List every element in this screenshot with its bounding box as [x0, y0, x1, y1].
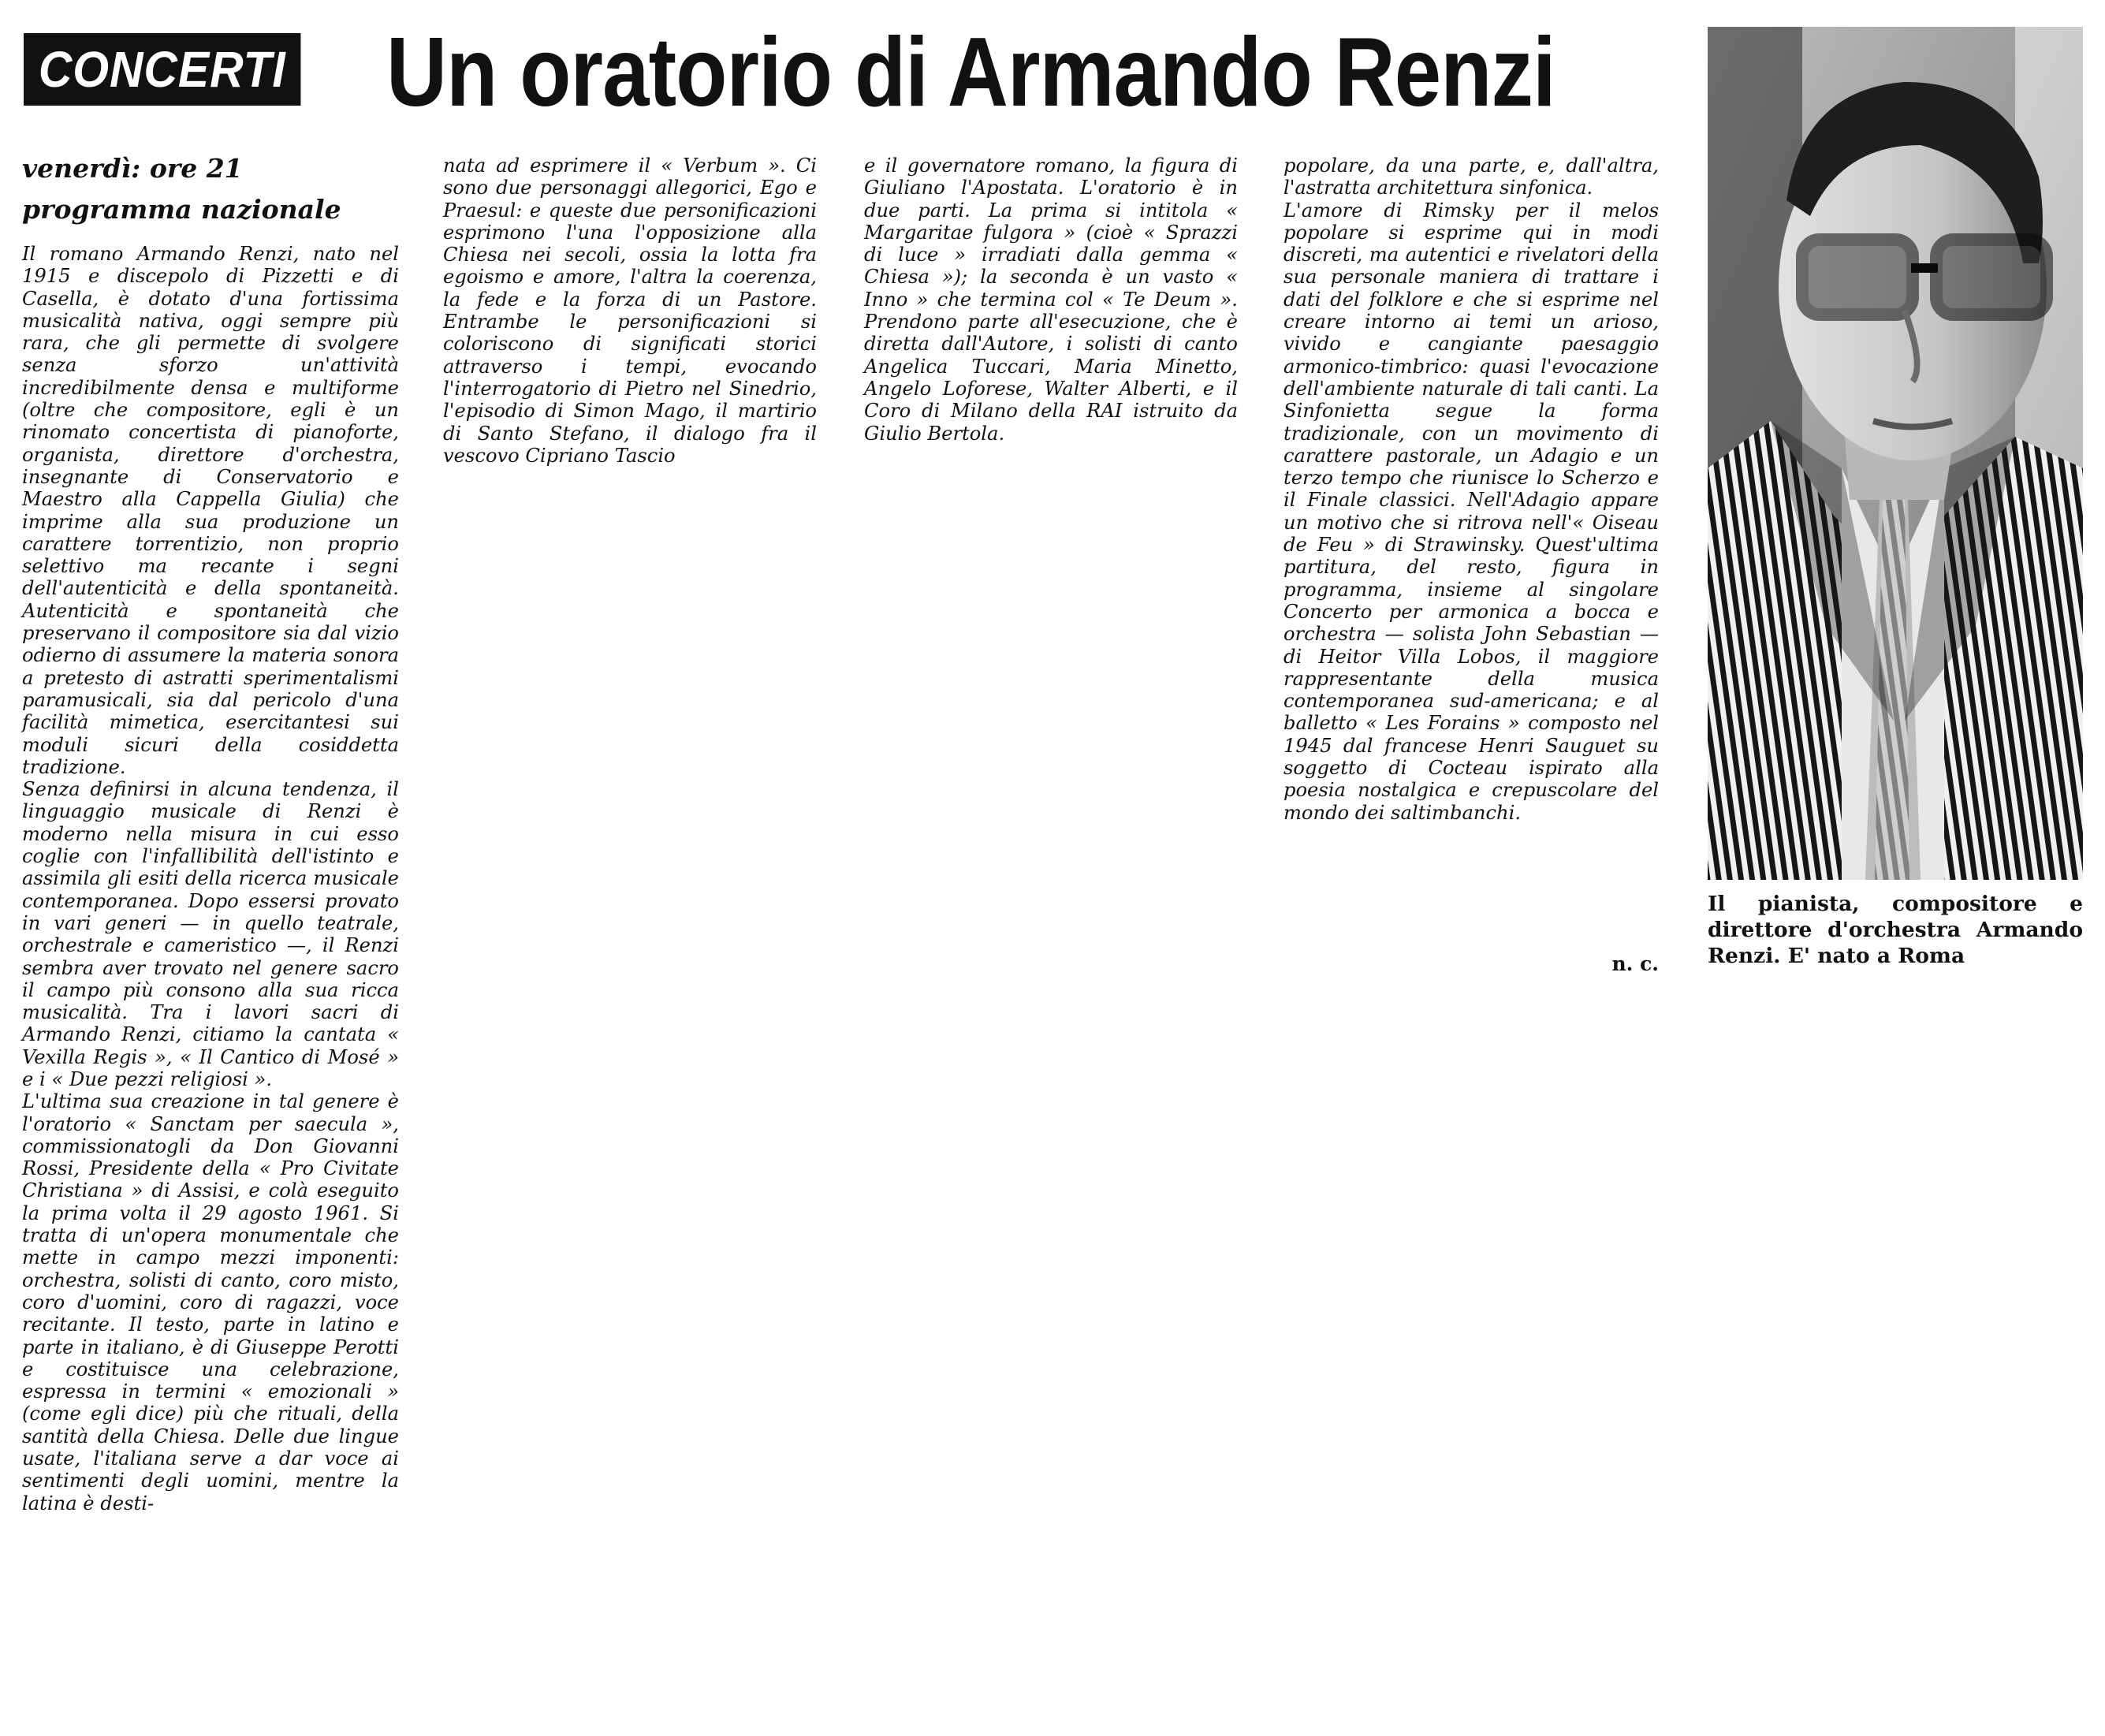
article-column-1: [22, 243, 399, 1725]
paragraph: e il governatore romano, la figura di Giuliano l'Apostata. L'oratorio è in due parti. La prima si intitola « Margaritae fulgora » (cioè « Sprazzi di luce » irradiati dalla gemma « Chiesa »); la seconda è un vasto « Inno » che termina col « Te Deum ». Prendono parte all'esecuzione, che è diretta dall'Autore, i solisti di canto Angelica Tuccari, Maria Minetto, Angelo Loforese, Walter Alberti, e il Coro di Milano della RAI istruito da Giulio Bertola.: [864, 155, 1238, 445]
paragraph: nata ad esprimere il « Verbum ». Ci sono due personaggi allegorici, Ego e Praesul: e queste due personificazioni esprimono l'una l'opposizione alla Chiesa nei secoli, ossia la lotta fra egoismo e amore, l'altra la coerenza, la fede e la forza di un Pastore. Entrambe le personificazioni si coloriscono di significati storici attraverso i tempi, evocando l'interrogatorio di Pietro nel Sinedrio, l'episodio di Simon Mago, il martirio di Santo Stefano, il dialogo fra il vescovo Cipriano Tascio: [443, 155, 817, 467]
schedule-time: venerdì: ore 21: [22, 153, 243, 184]
schedule-channel: programma nazionale: [22, 194, 341, 225]
article-column-2: [443, 155, 817, 467]
paragraph: L'ultima sua creazione in tal genere è l'oratorio « Sanctam per saecula », commissionatogli da Don Giovanni Rossi, Presidente della « Pro Civitate Christiana » di Assisi, e colà eseguito la prima volta il 29 agosto 1961. Si tratta di un'opera monumentale che mette in campo mezzi imponenti: orchestra, solisti di canto, coro misto, coro d'uomini, coro di ragazzi, voce recitante. Il testo, parte in latino e parte in italiano, è di Giuseppe Perotti e costituisce una celebrazione, espressa in termini « emozionali » (come egli dice) più che rituali, della santità della Chiesa. Delle due lingue usate, l'italiana serve a dar voce ai sentimenti degli uomini, mentre la latina è desti-: [22, 1090, 399, 1514]
paragraph: Il romano Armando Renzi, nato nel 1915 e discepolo di Pizzetti e di Casella, è dotato d'una fortissima musicalità nativa, oggi sempre più rara, che gli permette di svolgere senza sforzo un'attività incredibilmente densa e multiforme (oltre che compositore, egli è un rinomato concertista di pianoforte, organista, direttore d'orchestra, insegnante di Conservatorio e Maestro alla Cappella Giulia) che imprime alla sua produzione un carattere torrentizio, non proprio selettivo ma recante i segni dell'autenticità e della spontaneità. Autenticità e spontaneità che preservano il compositore sia dal vizio odierno di assumere la materia sonora a pretesto di astratti sperimentalismi paramusicali, sia dal pericolo d'una facilità mimetica, esercitantesi sui moduli sicuri della cosiddetta tradizione.: [22, 243, 399, 778]
article-headline: Un oratorio di Armando Renzi: [386, 18, 1555, 127]
portrait-photo-icon: [1708, 27, 2083, 880]
author-signature: n. c.: [1611, 952, 1659, 975]
paragraph: popolare, da una parte, e, dall'altra, l'astratta architettura sinfonica.: [1283, 155, 1659, 199]
section-label: CONCERTI: [24, 33, 300, 106]
photo-caption: Il pianista, compositore e direttore d'orchestra Armando Renzi. E' nato a Roma: [1708, 892, 2083, 968]
article-column-4: [1283, 155, 1659, 824]
paragraph: Senza definirsi in alcuna tendenza, il linguaggio musicale di Renzi è moderno nella misura in cui esso coglie con l'infallibilità dell'istinto e assimila gli esiti della ricerca musicale contemporanea. Dopo essersi provato in vari generi — in quello teatrale, orchestrale e cameristico —, il Renzi sembra aver trovato nel genere sacro il campo più consono alla sua ricca musicalità. Tra i lavori sacri di Armando Renzi, citiamo la cantata « Vexilla Regis », « Il Cantico di Mosé » e i « Due pezzi religiosi ».: [22, 778, 399, 1090]
broadcast-schedule: [22, 148, 401, 230]
paragraph: L'amore di Rimsky per il melos popolare si esprime qui in modi discreti, ma autentici e rivelatori della sua personale maniera di trattare i dati del folklore e che si esprime nel creare intorno ai temi un arioso, vivido e cangiante paesaggio armonico-timbrico: quasi l'evocazione dell'ambiente naturale di tali canti. La Sinfonietta segue la forma tradizionale, con un movimento di carattere pastorale, un Adagio e un terzo tempo che riunisce lo Scherzo e il Finale classici. Nell'Adagio appare un motivo che si ritrova nell'« Oiseau de Feu » di Strawinsky. Quest'ultima partitura, del resto, figura in programma, insieme al singolare Concerto per armonica a bocca e orchestra — solista John Sebastian — di Heitor Villa Lobos, il maggiore rappresentante della musica contemporanea sud-americana; e al balletto « Les Forains » composto nel 1945 dal francese Henri Sauguet su soggetto di Cocteau ispirato alla poesia nostalgica e crepuscolare del mondo dei saltimbanchi.: [1283, 199, 1659, 824]
article-column-3: [864, 155, 1238, 445]
